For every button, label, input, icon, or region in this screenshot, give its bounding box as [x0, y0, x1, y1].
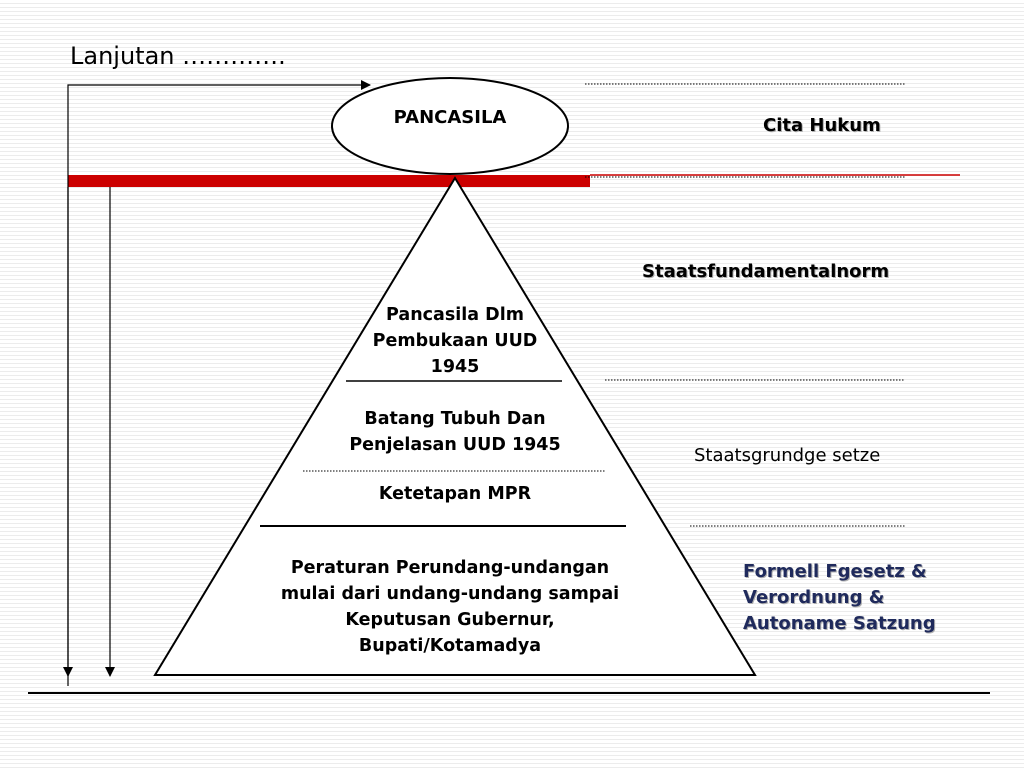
red-bar: [68, 175, 590, 187]
pyramid-level-1-line-2: Pembukaan UUD: [372, 331, 538, 351]
pyramid-level-2: [305, 406, 605, 458]
pyramid-level-1: [330, 302, 580, 380]
staatsfundamentalnorm-label: Staatsfundamentalnorm: [642, 261, 890, 282]
pyramid-level-1-line-1: Pancasila Dlm: [386, 305, 524, 325]
staatsgrundgesetze-label: Staatsgrundge setze: [694, 445, 881, 466]
pyramid-level-4: [230, 555, 670, 659]
formell-line-3: Autoname Satzung: [743, 613, 936, 634]
pyramid-level-1-line-3: 1945: [430, 357, 480, 377]
pyramid-level-2-line-2: Penjelasan UUD 1945: [349, 435, 561, 455]
formell-label: [743, 559, 936, 637]
pyramid-level-4-line-3: Keputusan Gubernur,: [345, 610, 555, 630]
formell-line-1: Formell Fgesetz &: [743, 561, 927, 582]
pyramid-level-4-line-2: mulai dari undang-undang sampai: [280, 584, 620, 604]
page-title: Lanjutan ………….: [70, 42, 286, 70]
pyramid-level-3: Ketetapan MPR: [378, 484, 532, 504]
pyramid-level-4-line-4: Bupati/Kotamadya: [358, 636, 542, 656]
pyramid-level-2-line-1: Batang Tubuh Dan: [364, 409, 546, 429]
oval-label: PANCASILA: [393, 107, 507, 128]
pyramid-level-4-line-1: Peraturan Perundang-undangan: [290, 558, 610, 578]
cita-hukum-label: Cita Hukum: [763, 115, 881, 136]
formell-line-2: Verordnung &: [743, 587, 885, 608]
